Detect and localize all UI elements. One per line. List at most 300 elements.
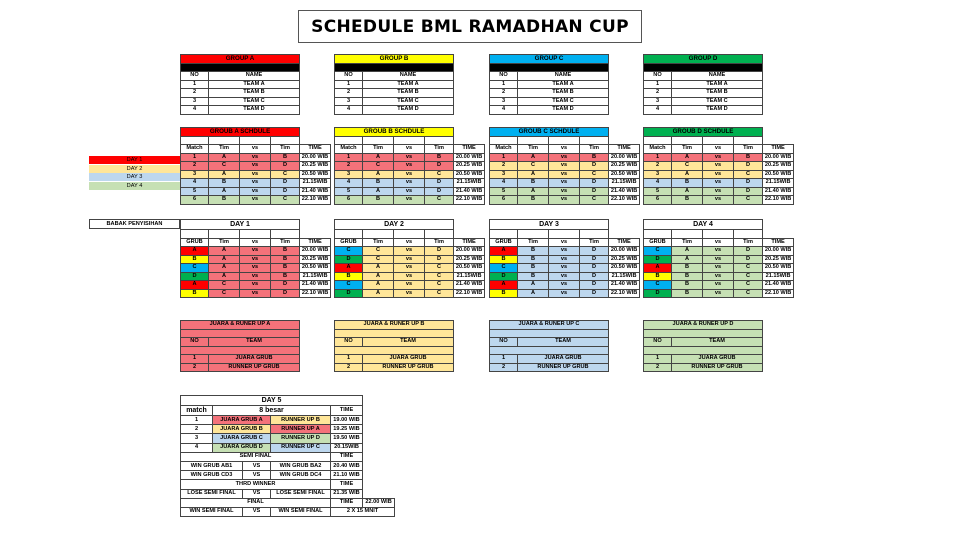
team-2: D bbox=[734, 187, 763, 196]
match-time: 21.15WIB bbox=[609, 179, 640, 188]
match-time: 20.25 WIB bbox=[454, 255, 485, 264]
match-time: 21.10 WIB bbox=[331, 471, 363, 480]
col-no-header: NO bbox=[335, 72, 363, 81]
team-name: TEAM A bbox=[209, 80, 300, 89]
match-no: 6 bbox=[490, 196, 518, 205]
team-2: D bbox=[734, 179, 763, 188]
qualifier-table-c bbox=[489, 320, 609, 372]
col-header: TIME bbox=[763, 238, 794, 247]
match-no: 1 bbox=[644, 153, 672, 162]
vs-label: vs bbox=[703, 170, 734, 179]
team-2: D bbox=[580, 272, 609, 281]
final-duration: 2 X 15 MNIT bbox=[331, 507, 395, 516]
col-header: TIME bbox=[300, 238, 331, 247]
match-time: 20.25 WIB bbox=[763, 255, 794, 264]
day-title: DAY 4 bbox=[644, 220, 763, 230]
match-no: 3 bbox=[490, 170, 518, 179]
day-legend-2: DAY 2 bbox=[89, 165, 180, 173]
match-row bbox=[181, 179, 331, 188]
group-badge: A bbox=[490, 281, 518, 290]
team-2: C bbox=[580, 196, 609, 205]
team-1: A bbox=[672, 255, 703, 264]
match-time: 22.10 WIB bbox=[300, 196, 331, 205]
col-header: vs bbox=[240, 145, 271, 154]
team-row bbox=[335, 89, 454, 98]
third-place-label: THRD WINNER bbox=[181, 480, 331, 489]
col-team-header: TEAM bbox=[363, 338, 454, 347]
team-2: B bbox=[271, 264, 300, 273]
team-2: D bbox=[580, 247, 609, 256]
team-2: D bbox=[580, 255, 609, 264]
team-1: B bbox=[518, 272, 549, 281]
team-1: B bbox=[518, 179, 549, 188]
team-1: B bbox=[518, 255, 549, 264]
match-time: 20.25 WIB bbox=[609, 255, 640, 264]
match-time: 19.50 WIB bbox=[331, 434, 363, 443]
team-row bbox=[335, 80, 454, 89]
team-row bbox=[181, 89, 300, 98]
team-no: 1 bbox=[490, 80, 518, 89]
team-2: B bbox=[734, 153, 763, 162]
team-1: B bbox=[209, 196, 240, 205]
match-row bbox=[644, 187, 794, 196]
vs-label: vs bbox=[703, 179, 734, 188]
team-2: D bbox=[580, 281, 609, 290]
team-1: B bbox=[518, 264, 549, 273]
qualifier-no: 1 bbox=[181, 355, 209, 364]
team-row bbox=[490, 106, 609, 115]
group-badge: C bbox=[490, 264, 518, 273]
group-schedule-a bbox=[180, 127, 331, 205]
team-no: 2 bbox=[181, 89, 209, 98]
team-1: B bbox=[672, 281, 703, 290]
match-row bbox=[490, 196, 640, 205]
team-2: C bbox=[425, 264, 454, 273]
team-name: TEAM B bbox=[209, 89, 300, 98]
team-2: B bbox=[580, 153, 609, 162]
team-2: D bbox=[580, 162, 609, 171]
col-header: Tim bbox=[672, 238, 703, 247]
group-badge: D bbox=[335, 255, 363, 264]
vs-label: vs bbox=[549, 281, 580, 290]
match-time: 19.00 WIB bbox=[331, 416, 363, 425]
match-row bbox=[644, 255, 794, 264]
col-no-header: NO bbox=[181, 338, 209, 347]
match-row bbox=[335, 272, 485, 281]
day-table-1 bbox=[180, 219, 331, 298]
col-team-header: TEAM bbox=[672, 338, 763, 347]
match-no: 5 bbox=[181, 187, 209, 196]
match-no: 3 bbox=[181, 170, 209, 179]
group-table-d bbox=[643, 54, 763, 115]
match-time: 20.25 WIB bbox=[609, 162, 640, 171]
team-1: A bbox=[363, 170, 394, 179]
match-time: 21.35 WIB bbox=[331, 489, 363, 498]
team-no: 4 bbox=[181, 106, 209, 115]
black-band bbox=[644, 63, 763, 72]
col-header: Tim bbox=[518, 238, 549, 247]
group-badge: D bbox=[181, 272, 209, 281]
team-2: B bbox=[271, 247, 300, 256]
col-no-header: NO bbox=[644, 72, 672, 81]
match-row bbox=[181, 247, 331, 256]
match-no: 5 bbox=[335, 187, 363, 196]
vs-label: vs bbox=[549, 264, 580, 273]
group-badge: A bbox=[644, 264, 672, 273]
match-no: 5 bbox=[490, 187, 518, 196]
vs-label: vs bbox=[703, 281, 734, 290]
day5-knockout-table bbox=[180, 395, 395, 517]
team-2: D bbox=[425, 255, 454, 264]
group-badge: C bbox=[644, 281, 672, 290]
match-time: 20.50 WIB bbox=[609, 264, 640, 273]
away-team: RUNNER UP A bbox=[271, 425, 331, 434]
qualifier-team: JUARA GRUB bbox=[672, 355, 763, 364]
col-header: TIME bbox=[763, 145, 794, 154]
group-title: GROUP C bbox=[490, 55, 609, 64]
match-row bbox=[490, 179, 640, 188]
match-time: 20.50 WIB bbox=[763, 170, 794, 179]
col-no-header: NO bbox=[644, 338, 672, 347]
match-row bbox=[335, 281, 485, 290]
qualifier-team: RUNNER UP GRUB bbox=[209, 363, 300, 372]
match-time: 22.10 WIB bbox=[763, 289, 794, 298]
team-1: A bbox=[672, 153, 703, 162]
vs-label: vs bbox=[240, 289, 271, 298]
qualifier-row bbox=[181, 355, 300, 364]
group-badge: C bbox=[181, 264, 209, 273]
vs-label: VS bbox=[243, 471, 271, 480]
match-row bbox=[181, 272, 331, 281]
team-1: A bbox=[363, 153, 394, 162]
vs-label: vs bbox=[240, 179, 271, 188]
qualifier-no: 1 bbox=[490, 355, 518, 364]
match-row bbox=[490, 247, 640, 256]
qualifier-row bbox=[490, 363, 609, 372]
group-badge: B bbox=[490, 289, 518, 298]
group-badge: A bbox=[335, 264, 363, 273]
group-title: GROUP B bbox=[335, 55, 454, 64]
qualifier-title: JUARA & RUNER UP C bbox=[490, 321, 609, 330]
team-1: B bbox=[672, 264, 703, 273]
day-title: DAY 1 bbox=[181, 220, 300, 230]
team-name: TEAM B bbox=[672, 89, 763, 98]
team-1: A bbox=[209, 255, 240, 264]
match-time: 21.40 WIB bbox=[609, 187, 640, 196]
team-2: C bbox=[734, 264, 763, 273]
away-team: RUNNER UP D bbox=[271, 434, 331, 443]
vs-label: VS bbox=[243, 489, 271, 498]
quarter-final-row bbox=[181, 425, 395, 434]
match-time: 21.40 WIB bbox=[609, 281, 640, 290]
team-1: A bbox=[363, 281, 394, 290]
team-2: C bbox=[425, 272, 454, 281]
vs-label: VS bbox=[243, 461, 271, 470]
qualifier-title: JUARA & RUNER UP A bbox=[181, 321, 300, 330]
match-time: 20.00 WIB bbox=[609, 153, 640, 162]
group-badge: D bbox=[335, 289, 363, 298]
home-team: JUARA GRUB A bbox=[213, 416, 271, 425]
schedule-title: GROUB C SCHDULE bbox=[490, 128, 609, 137]
team-2: D bbox=[425, 247, 454, 256]
team-2: D bbox=[425, 179, 454, 188]
team-2: C bbox=[425, 289, 454, 298]
qualifier-no: 2 bbox=[181, 363, 209, 372]
qualifier-table-d bbox=[643, 320, 763, 372]
team-name: TEAM D bbox=[209, 106, 300, 115]
qualifier-team: JUARA GRUB bbox=[363, 355, 454, 364]
team-2: D bbox=[734, 247, 763, 256]
team-2: B bbox=[271, 153, 300, 162]
match-time: 20.25 WIB bbox=[300, 162, 331, 171]
group-badge: B bbox=[335, 272, 363, 281]
home-team: WIN SEMI FINAL bbox=[181, 507, 243, 516]
team-no: 3 bbox=[490, 97, 518, 106]
babak-penyisihan-label: BABAK PENYISIHAN bbox=[89, 219, 180, 229]
vs-label: vs bbox=[703, 153, 734, 162]
team-name: TEAM D bbox=[672, 106, 763, 115]
qualifier-team: JUARA GRUB bbox=[209, 355, 300, 364]
vs-label: vs bbox=[394, 187, 425, 196]
vs-label: vs bbox=[549, 179, 580, 188]
day-title: DAY 2 bbox=[335, 220, 454, 230]
team-2: D bbox=[734, 255, 763, 264]
match-no: 6 bbox=[181, 196, 209, 205]
vs-label: vs bbox=[394, 289, 425, 298]
black-band bbox=[181, 63, 300, 72]
match-row bbox=[644, 281, 794, 290]
match-time: 21.40 WIB bbox=[454, 187, 485, 196]
final-row bbox=[181, 507, 395, 516]
team-name: TEAM C bbox=[363, 97, 454, 106]
vs-label: vs bbox=[703, 187, 734, 196]
col-no-header: NO bbox=[490, 72, 518, 81]
team-no: 2 bbox=[490, 89, 518, 98]
col-header: Tim bbox=[363, 238, 394, 247]
col-no-header: NO bbox=[490, 338, 518, 347]
qualifier-row bbox=[335, 355, 454, 364]
team-1: A bbox=[518, 281, 549, 290]
vs-label: vs bbox=[240, 187, 271, 196]
semi-final-row bbox=[181, 461, 395, 470]
qualifier-no: 1 bbox=[335, 355, 363, 364]
team-2: D bbox=[425, 162, 454, 171]
match-time: 20.50 WIB bbox=[300, 264, 331, 273]
match-row bbox=[490, 187, 640, 196]
match-row bbox=[644, 247, 794, 256]
vs-label: vs bbox=[549, 170, 580, 179]
match-no: 3 bbox=[335, 170, 363, 179]
match-time: 20.50 WIB bbox=[300, 170, 331, 179]
vs-label: vs bbox=[549, 153, 580, 162]
match-time: 21.40 WIB bbox=[300, 281, 331, 290]
match-no: 4 bbox=[490, 179, 518, 188]
home-team: JUARA GRUB D bbox=[213, 443, 271, 452]
match-no: 6 bbox=[644, 196, 672, 205]
qualifier-row bbox=[490, 355, 609, 364]
team-2: C bbox=[734, 272, 763, 281]
team-1: A bbox=[672, 187, 703, 196]
match-time: 20.50 WIB bbox=[454, 170, 485, 179]
team-name: TEAM A bbox=[672, 80, 763, 89]
team-1: A bbox=[209, 153, 240, 162]
col-name-header: NAME bbox=[672, 72, 763, 81]
match-no: 2 bbox=[181, 162, 209, 171]
group-table-a bbox=[180, 54, 300, 115]
qualifier-no: 2 bbox=[335, 363, 363, 372]
team-row bbox=[490, 97, 609, 106]
day-legend-1: DAY 1 bbox=[89, 156, 180, 164]
team-name: TEAM D bbox=[363, 106, 454, 115]
team-1: C bbox=[209, 162, 240, 171]
team-2: B bbox=[271, 255, 300, 264]
vs-label: vs bbox=[240, 255, 271, 264]
group-badge: B bbox=[181, 289, 209, 298]
qualifier-row bbox=[644, 355, 763, 364]
group-badge: A bbox=[181, 247, 209, 256]
group-badge: A bbox=[181, 281, 209, 290]
match-time: 20.50 WIB bbox=[763, 264, 794, 273]
team-row bbox=[181, 97, 300, 106]
final-label: FINAL bbox=[181, 498, 331, 507]
team-no: 3 bbox=[335, 97, 363, 106]
team-row bbox=[644, 80, 763, 89]
group-schedule-c bbox=[489, 127, 640, 205]
team-no: 1 bbox=[181, 80, 209, 89]
col-name-header: NAME bbox=[518, 72, 609, 81]
team-1: B bbox=[672, 272, 703, 281]
group-badge: B bbox=[181, 255, 209, 264]
match-time: 19.25 WIB bbox=[331, 425, 363, 434]
team-1: B bbox=[209, 179, 240, 188]
match-row bbox=[181, 289, 331, 298]
team-2: D bbox=[271, 179, 300, 188]
match-row bbox=[181, 281, 331, 290]
match-no: 4 bbox=[181, 443, 213, 452]
group-badge: A bbox=[490, 247, 518, 256]
team-name: TEAM C bbox=[672, 97, 763, 106]
black-band bbox=[335, 63, 454, 72]
match-row bbox=[335, 196, 485, 205]
team-1: C bbox=[363, 247, 394, 256]
team-1: A bbox=[363, 187, 394, 196]
qualifier-title: JUARA & RUNER UP D bbox=[644, 321, 763, 330]
col-name-header: NAME bbox=[363, 72, 454, 81]
vs-label: vs bbox=[394, 247, 425, 256]
team-2: C bbox=[425, 170, 454, 179]
team-1: B bbox=[518, 196, 549, 205]
team-1: A bbox=[518, 289, 549, 298]
vs-label: vs bbox=[549, 255, 580, 264]
col-header: Tim bbox=[209, 238, 240, 247]
away-team: WIN SEMI FINAL bbox=[271, 507, 331, 516]
col-name-header: NAME bbox=[209, 72, 300, 81]
team-1: A bbox=[209, 264, 240, 273]
match-time: 21.15WIB bbox=[454, 272, 485, 281]
match-no: 4 bbox=[644, 179, 672, 188]
match-row bbox=[490, 264, 640, 273]
team-1: B bbox=[363, 196, 394, 205]
match-row bbox=[644, 162, 794, 171]
team-name: TEAM A bbox=[518, 80, 609, 89]
match-row bbox=[335, 255, 485, 264]
qualifier-row bbox=[335, 363, 454, 372]
vs-label: vs bbox=[394, 179, 425, 188]
match-no: 2 bbox=[644, 162, 672, 171]
match-no: 3 bbox=[181, 434, 213, 443]
vs-label: vs bbox=[394, 255, 425, 264]
team-name: TEAM B bbox=[363, 89, 454, 98]
match-time: 20.00 WIB bbox=[454, 247, 485, 256]
home-team: JUARA GRUB C bbox=[213, 434, 271, 443]
quarter-final-row bbox=[181, 434, 395, 443]
vs-label: vs bbox=[703, 272, 734, 281]
match-time: 22.10 WIB bbox=[609, 289, 640, 298]
vs-label: vs bbox=[240, 264, 271, 273]
match-time: 21.15WIB bbox=[763, 179, 794, 188]
match-row bbox=[335, 247, 485, 256]
match-row bbox=[644, 196, 794, 205]
team-2: D bbox=[271, 289, 300, 298]
vs-label: vs bbox=[240, 153, 271, 162]
team-1: C bbox=[209, 281, 240, 290]
team-row bbox=[644, 89, 763, 98]
vs-label: vs bbox=[549, 289, 580, 298]
match-time: 21.15WIB bbox=[300, 179, 331, 188]
vs-label: vs bbox=[549, 187, 580, 196]
team-1: A bbox=[518, 153, 549, 162]
round-8-besar-header: 8 besar bbox=[213, 406, 331, 416]
col-header: Tim bbox=[425, 145, 454, 154]
away-team: RUNNER UP B bbox=[271, 416, 331, 425]
group-title: GROUP D bbox=[644, 55, 763, 64]
match-time: 20.00 WIB bbox=[454, 153, 485, 162]
match-no: 1 bbox=[335, 153, 363, 162]
match-no: 1 bbox=[490, 153, 518, 162]
match-row bbox=[335, 187, 485, 196]
team-1: A bbox=[209, 272, 240, 281]
team-1: A bbox=[672, 247, 703, 256]
match-no: 1 bbox=[181, 416, 213, 425]
col-header: Tim bbox=[425, 238, 454, 247]
col-header: GRUB bbox=[335, 238, 363, 247]
col-header: vs bbox=[394, 145, 425, 154]
team-row bbox=[181, 80, 300, 89]
match-no: 2 bbox=[490, 162, 518, 171]
match-time: 21.15WIB bbox=[454, 179, 485, 188]
team-no: 1 bbox=[335, 80, 363, 89]
match-row bbox=[490, 170, 640, 179]
match-row bbox=[644, 289, 794, 298]
team-1: C bbox=[363, 162, 394, 171]
team-2: D bbox=[580, 179, 609, 188]
group-table-b bbox=[334, 54, 454, 115]
col-header: Match bbox=[490, 145, 518, 154]
team-row bbox=[181, 106, 300, 115]
team-no: 4 bbox=[644, 106, 672, 115]
match-time: 22.10 WIB bbox=[609, 196, 640, 205]
match-no: 2 bbox=[181, 425, 213, 434]
match-time: 20.40 WIB bbox=[331, 461, 363, 470]
qualifier-team: JUARA GRUB bbox=[518, 355, 609, 364]
vs-label: vs bbox=[703, 289, 734, 298]
team-1: A bbox=[209, 170, 240, 179]
match-row bbox=[490, 153, 640, 162]
group-schedule-d bbox=[643, 127, 794, 205]
match-row bbox=[335, 153, 485, 162]
team-2: D bbox=[271, 281, 300, 290]
vs-label: vs bbox=[240, 170, 271, 179]
